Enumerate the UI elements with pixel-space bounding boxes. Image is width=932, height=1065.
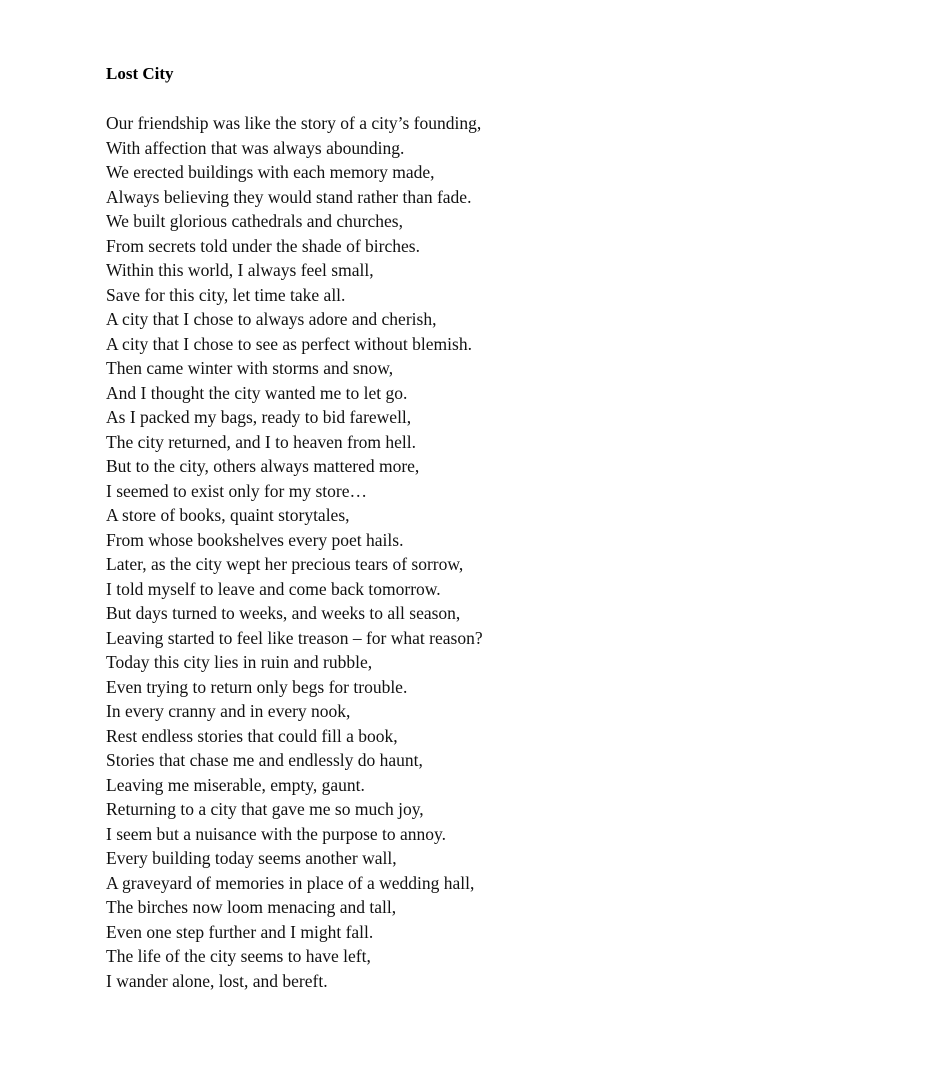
poem-line: I wander alone, lost, and bereft. bbox=[106, 970, 328, 991]
poem-line: A city that I chose to always adore and cherish, bbox=[106, 309, 437, 329]
poem-line: The life of the city seems to have left, bbox=[106, 946, 371, 966]
poem-line: I told myself to leave and come back tomorrow. bbox=[106, 578, 441, 599]
poem-line: Rest endless stories that could fill a book, bbox=[106, 725, 398, 746]
poem-body bbox=[106, 111, 483, 993]
poem-title: Lost City bbox=[106, 64, 174, 83]
poem-line: Every building today seems another wall, bbox=[106, 848, 397, 868]
poem-line: I seemed to exist only for my store… bbox=[106, 480, 367, 501]
poem-line: From secrets told under the shade of birches. bbox=[106, 235, 420, 256]
poem-line: In every cranny and in every nook, bbox=[106, 701, 351, 721]
poem-line: And I thought the city wanted me to let go. bbox=[106, 382, 408, 403]
poem-line: A store of books, quaint storytales, bbox=[106, 505, 350, 525]
poem-line: Our friendship was like the story of a city’s founding, bbox=[106, 113, 482, 133]
poem-line: Always believing they would stand rather than fade. bbox=[106, 186, 472, 207]
poem-line: Leaving started to feel like treason – for what reason? bbox=[106, 627, 483, 648]
poem-line: We built glorious cathedrals and churches, bbox=[106, 211, 403, 231]
poem-line: Returning to a city that gave me so much joy, bbox=[106, 799, 424, 819]
poem-line: We erected buildings with each memory made, bbox=[106, 162, 435, 182]
poem-line: Leaving me miserable, empty, gaunt. bbox=[106, 774, 365, 795]
poem-line: Then came winter with storms and snow, bbox=[106, 358, 394, 378]
poem-line: The birches now loom menacing and tall, bbox=[106, 897, 397, 917]
poem-line: Within this world, I always feel small, bbox=[106, 260, 374, 280]
poem-line: Stories that chase me and endlessly do haunt, bbox=[106, 750, 423, 770]
poem-line: Save for this city, let time take all. bbox=[106, 284, 346, 305]
poem-line: Later, as the city wept her precious tears of sorrow, bbox=[106, 554, 464, 574]
poem-line: But days turned to weeks, and weeks to all season, bbox=[106, 603, 461, 623]
poem-line: I seem but a nuisance with the purpose to annoy. bbox=[106, 823, 447, 844]
poem-line: Even one step further and I might fall. bbox=[106, 921, 374, 942]
poem-line: As I packed my bags, ready to bid farewell, bbox=[106, 407, 412, 427]
poem-line: With affection that was always abounding. bbox=[106, 137, 405, 158]
poem-line: The city returned, and I to heaven from hell. bbox=[106, 431, 417, 452]
poem-line: But to the city, others always mattered more, bbox=[106, 456, 420, 476]
poem-line: From whose bookshelves every poet hails. bbox=[106, 529, 404, 550]
poem-line: A graveyard of memories in place of a wedding hall, bbox=[106, 872, 475, 893]
poem-line: Even trying to return only begs for trouble. bbox=[106, 676, 408, 697]
poem-line: A city that I chose to see as perfect without blemish. bbox=[106, 333, 472, 354]
poem-line: Today this city lies in ruin and rubble, bbox=[106, 652, 373, 672]
